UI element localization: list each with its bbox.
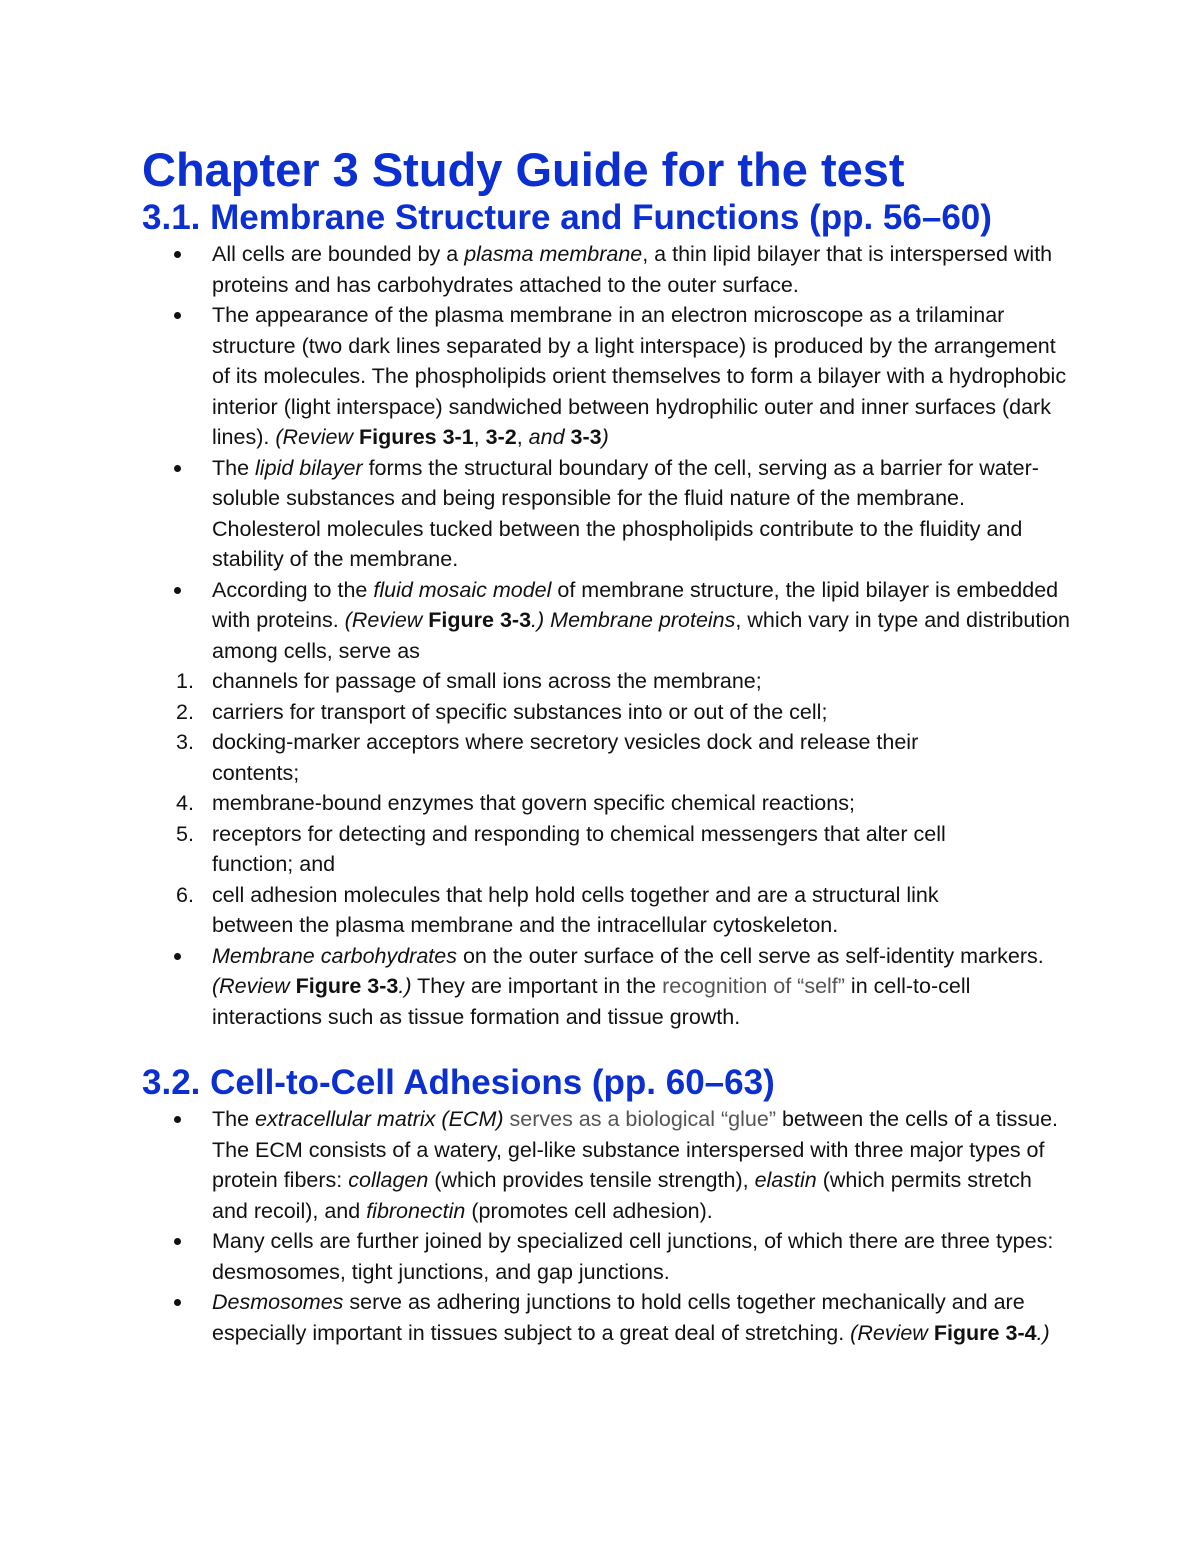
numbered-item: 3. docking-marker acceptors where secretory vesicles dock and release their contents; <box>176 730 919 785</box>
figure-ref: Figure 3-3 <box>295 974 399 998</box>
bullet-extracellular-matrix: The extracellular matrix (ECM) serves as a biological “glue” between the cells of a tissue. The ECM consists of a watery, gel-like substance interspersed with three major types of protein fibers: collagen (which provides tensile strength), elastin (which permits stretch and recoil), and fibronectin (promotes cell adhesion). <box>0 1104 1072 1226</box>
bullet-dot-icon <box>174 1299 181 1306</box>
term-fibronectin: fibronectin <box>366 1198 466 1223</box>
bullet-dot-icon <box>174 465 181 472</box>
bullet-plasma-membrane: All cells are bounded by a plasma membrane, a thin lipid bilayer that is interspersed with proteins and has carbohydrates attached to the outer surface. <box>0 239 1072 300</box>
bullet-cell-junctions: Many cells are further joined by specialized cell junctions, of which there are three types: desmosomes, tight junctions, and gap junctions. <box>0 1226 1072 1287</box>
numbered-item: 4. membrane-bound enzymes that govern specific chemical reactions; <box>176 791 855 815</box>
bullet-dot-icon <box>174 1116 181 1123</box>
section-3-2-bullet-list <box>0 1104 1200 1348</box>
term-membrane-carbohydrates: Membrane carbohydrates <box>212 943 457 968</box>
term-lipid-bilayer: lipid bilayer <box>255 455 363 480</box>
numbered-item: 5. receptors for detecting and responding to chemical messengers that alter cell function; and <box>176 821 946 876</box>
section-heading-3-2: 3.2. Cell-to-Cell Adhesions (pp. 60–63) <box>142 1063 775 1102</box>
bullet-dot-icon <box>174 251 181 258</box>
numbered-item: 2. carriers for transport of specific substances into or out of the cell; <box>176 699 828 724</box>
term-plasma-membrane: plasma membrane <box>464 242 643 266</box>
figure-ref: 3-3 <box>570 425 602 449</box>
bullet-dot-icon <box>174 587 181 594</box>
numbered-item: 6. cell adhesion molecules that help hold cells together and are a structural link between the plasma membrane and the intracellular cytoskeleton. <box>176 882 939 937</box>
bullet-dot-icon <box>174 953 181 960</box>
membrane-protein-functions-list <box>176 666 1072 941</box>
figure-ref: Figure 3-3 <box>428 608 532 632</box>
bullet-dot-icon <box>174 312 181 319</box>
numbered-item: 1. channels for passage of small ions across the membrane; <box>176 669 762 693</box>
bullet-fluid-mosaic-model: According to the fluid mosaic model of membrane structure, the lipid bilayer is embedded with proteins. (Review Figure 3-3.) Membrane proteins, which vary in type and distribution among cells, serve as 1. channels for passage of small ions across the membrane; 2. carriers for transport of specific substances into or out of the cell; 3. docking-marker acceptors where secretory vesicles dock and release their contents; 4. membrane-bound enzymes that govern specific chemical reactions; 5. receptors for detecting and responding to chemical messengers that alter cell function; and 6. cell adhesion molecules that help hold cells together and are a structural link between the plasma membrane and the intracellular cytoskeleton. <box>0 575 1072 941</box>
term-elastin: elastin <box>754 1168 817 1192</box>
bullet-lipid-bilayer: The lipid bilayer forms the structural boundary of the cell, serving as a barrier for water-soluble substances and being responsible for the fluid nature of the membrane. Cholesterol molecules tucked between the phospholipids contribute to the fluidity and stability of the membrane. <box>0 453 1072 575</box>
figure-ref: 3-2 <box>485 425 517 449</box>
figure-ref: Figures 3-1 <box>358 425 474 449</box>
section-heading-3-1: 3.1. Membrane Structure and Functions (pp. 56–60) <box>142 198 992 237</box>
bullet-membrane-carbohydrates: Membrane carbohydrates on the outer surface of the cell serve as self-identity markers. (Review Figure 3-3.) They are important in the recognition of “self” in cell-to-cell interactions such as tissue formation and tissue growth. <box>0 941 1072 1033</box>
bullet-dot-icon <box>174 1238 181 1245</box>
term-fluid-mosaic-model: fluid mosaic model <box>373 577 552 602</box>
section-3-1-bullet-list <box>0 239 1200 1032</box>
page-title: Chapter 3 Study Guide for the test <box>142 143 905 196</box>
bullet-electron-microscope: The appearance of the plasma membrane in an electron microscope as a trilaminar structure (two dark lines separated by a light interspace) is produced by the arrangement of its molecules. The phospholipids orient themselves to form a bilayer with a hydrophobic interior (light interspace) sandwiched between hydrophilic outer and inner surfaces (dark lines). (Review Figures 3-1, 3-2, and 3-3) <box>0 300 1072 453</box>
term-ecm: extracellular matrix (ECM) <box>255 1107 504 1131</box>
term-collagen: collagen <box>348 1168 429 1192</box>
figure-ref: Figure 3-4 <box>933 1320 1037 1345</box>
bullet-desmosomes: Desmosomes serve as adhering junctions to hold cells together mechanically and are especially important in tissues subject to a great deal of stretching. (Review Figure 3-4.) <box>0 1287 1072 1348</box>
term-desmosomes: Desmosomes <box>212 1290 344 1314</box>
